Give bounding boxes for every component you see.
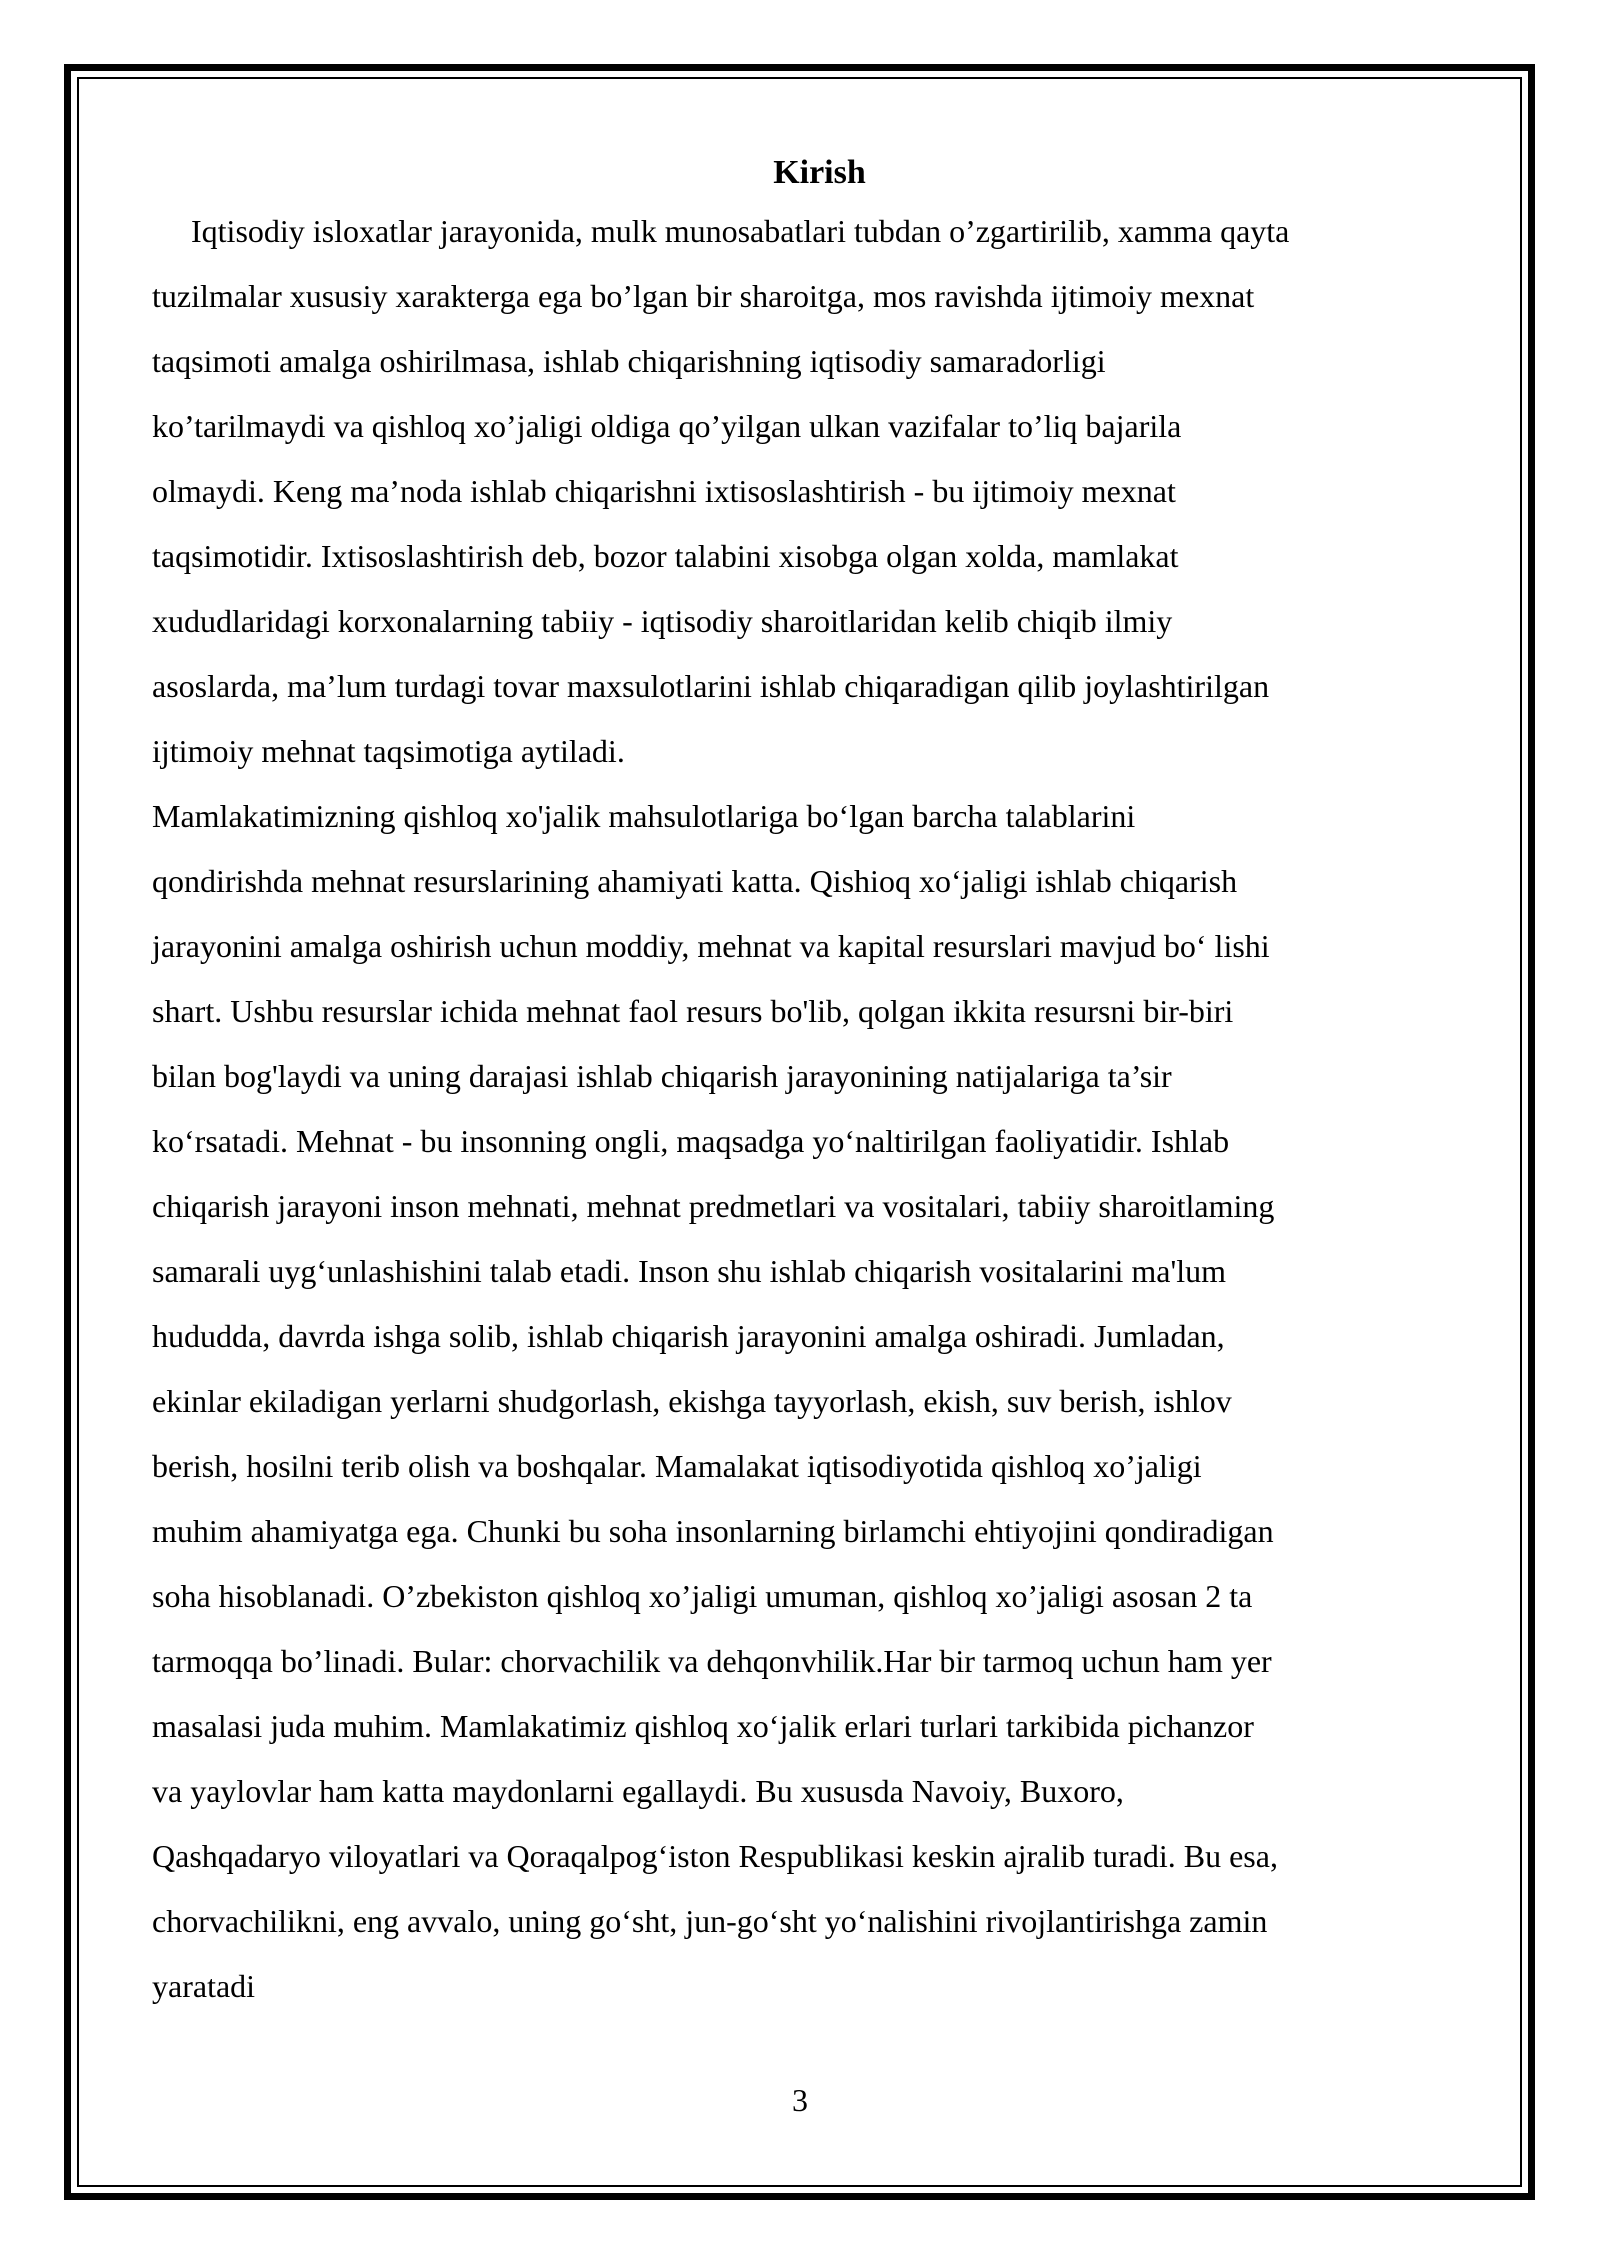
- text-line: masalasi juda muhim. Mamlakatimiz qishloq xo‘jalik erlari turlari tarkibida pichanzor: [152, 1708, 1254, 1744]
- text-line: taqsimotidir. Ixtisoslashtirish deb, bozor talabini xisobga olgan xolda, mamlakat: [152, 538, 1179, 574]
- text-line: Qashqadaryo viloyatlari va Qoraqalpog‘iston Respublikasi keskin ajralib turadi. Bu esa,: [152, 1838, 1278, 1874]
- text-line: chorvachilikni, eng avvalo, uning go‘sht, jun-go‘sht yo‘nalishini rivojlantirishga zamin: [152, 1903, 1268, 1939]
- page-number: 3: [792, 2082, 808, 2118]
- text-line: jarayonini amalga oshirish uchun moddiy, mehnat va kapital resurslari mavjud bo‘ lishi: [152, 928, 1270, 964]
- text-line: asoslarda, ma’lum turdagi tovar maxsulotlarini ishlab chiqaradigan qilib joylashtirilgan: [152, 668, 1270, 704]
- text-line: samarali uyg‘unlashishini talab etadi. Inson shu ishlab chiqarish vositalarini ma'lum: [152, 1253, 1226, 1289]
- text-line: hududda, davrda ishga solib, ishlab chiqarish jarayonini amalga oshiradi. Jumladan,: [152, 1318, 1225, 1354]
- text-line: Mamlakatimizning qishloq xo'jalik mahsulotlariga bo‘lgan barcha talablarini: [152, 798, 1136, 834]
- text-line: taqsimoti amalga oshirilmasa, ishlab chiqarishning iqtisodiy samaradorligi: [152, 343, 1106, 379]
- text-line: tuzilmalar xususiy xarakterga ega bo’lgan bir sharoitga, mos ravishda ijtimoiy mexnat: [152, 278, 1255, 314]
- document-body: [152, 150, 1487, 2019]
- text-line: shart. Ushbu resurslar ichida mehnat faol resurs bo'lib, qolgan ikkita resursni bir-biri: [152, 993, 1234, 1029]
- text-line: chiqarish jarayoni inson mehnati, mehnat predmetlari va vositalari, tabiiy sharoitlaming: [152, 1188, 1275, 1224]
- text-line: xududlaridagi korxonalarning tabiiy - iqtisodiy sharoitlaridan kelib chiqib ilmiy: [152, 603, 1173, 639]
- text-line: ko’tarilmaydi va qishloq xo’jaligi oldiga qo’yilgan ulkan vazifalar to’liq bajarila: [152, 408, 1182, 444]
- text-line: tarmoqqa bo’linadi. Bular: chorvachilik va dehqonvhilik.Har bir tarmoq uchun ham yer: [152, 1643, 1272, 1679]
- text-line: ijtimoiy mehnat taqsimotiga aytiladi.: [152, 733, 625, 769]
- text-line: Iqtisodiy isloxatlar jarayonida, mulk munosabatlari tubdan o’zgartirilib, xamma qayta: [191, 213, 1290, 249]
- text-line: muhim ahamiyatga ega. Chunki bu soha insonlarning birlamchi ehtiyojini qondiradigan: [152, 1513, 1274, 1549]
- text-line: olmaydi. Keng ma’noda ishlab chiqarishni ixtisoslashtirish - bu ijtimoiy mexnat: [152, 473, 1176, 509]
- text-line: berish, hosilni terib olish va boshqalar. Mamalakat iqtisodiyotida qishloq xo’jaligi: [152, 1448, 1202, 1484]
- text-line: bilan bog'laydi va uning darajasi ishlab chiqarish jarayonining natijalariga ta’sir: [152, 1058, 1172, 1094]
- text-line: ekinlar ekiladigan yerlarni shudgorlash, ekishga tayyorlash, ekish, suv berish, ishlov: [152, 1383, 1232, 1419]
- text-line: ko‘rsatadi. Mehnat - bu insonning ongli, maqsadga yo‘naltirilgan faoliyatidir. Ishlab: [152, 1123, 1230, 1159]
- text-line: yaratadi: [152, 1968, 256, 2004]
- text-line: qondirishda mehnat resurslarining ahamiyati katta. Qishioq xo‘jaligi ishlab chiqarish: [152, 863, 1238, 899]
- text-line: soha hisoblanadi. O’zbekiston qishloq xo’jaligi umuman, qishloq xo’jaligi asosan 2 ta: [152, 1578, 1253, 1614]
- section-title: Kirish: [773, 154, 866, 191]
- text-line: va yaylovlar ham katta maydonlarni egallaydi. Bu xususda Navoiy, Buxoro,: [152, 1773, 1124, 1809]
